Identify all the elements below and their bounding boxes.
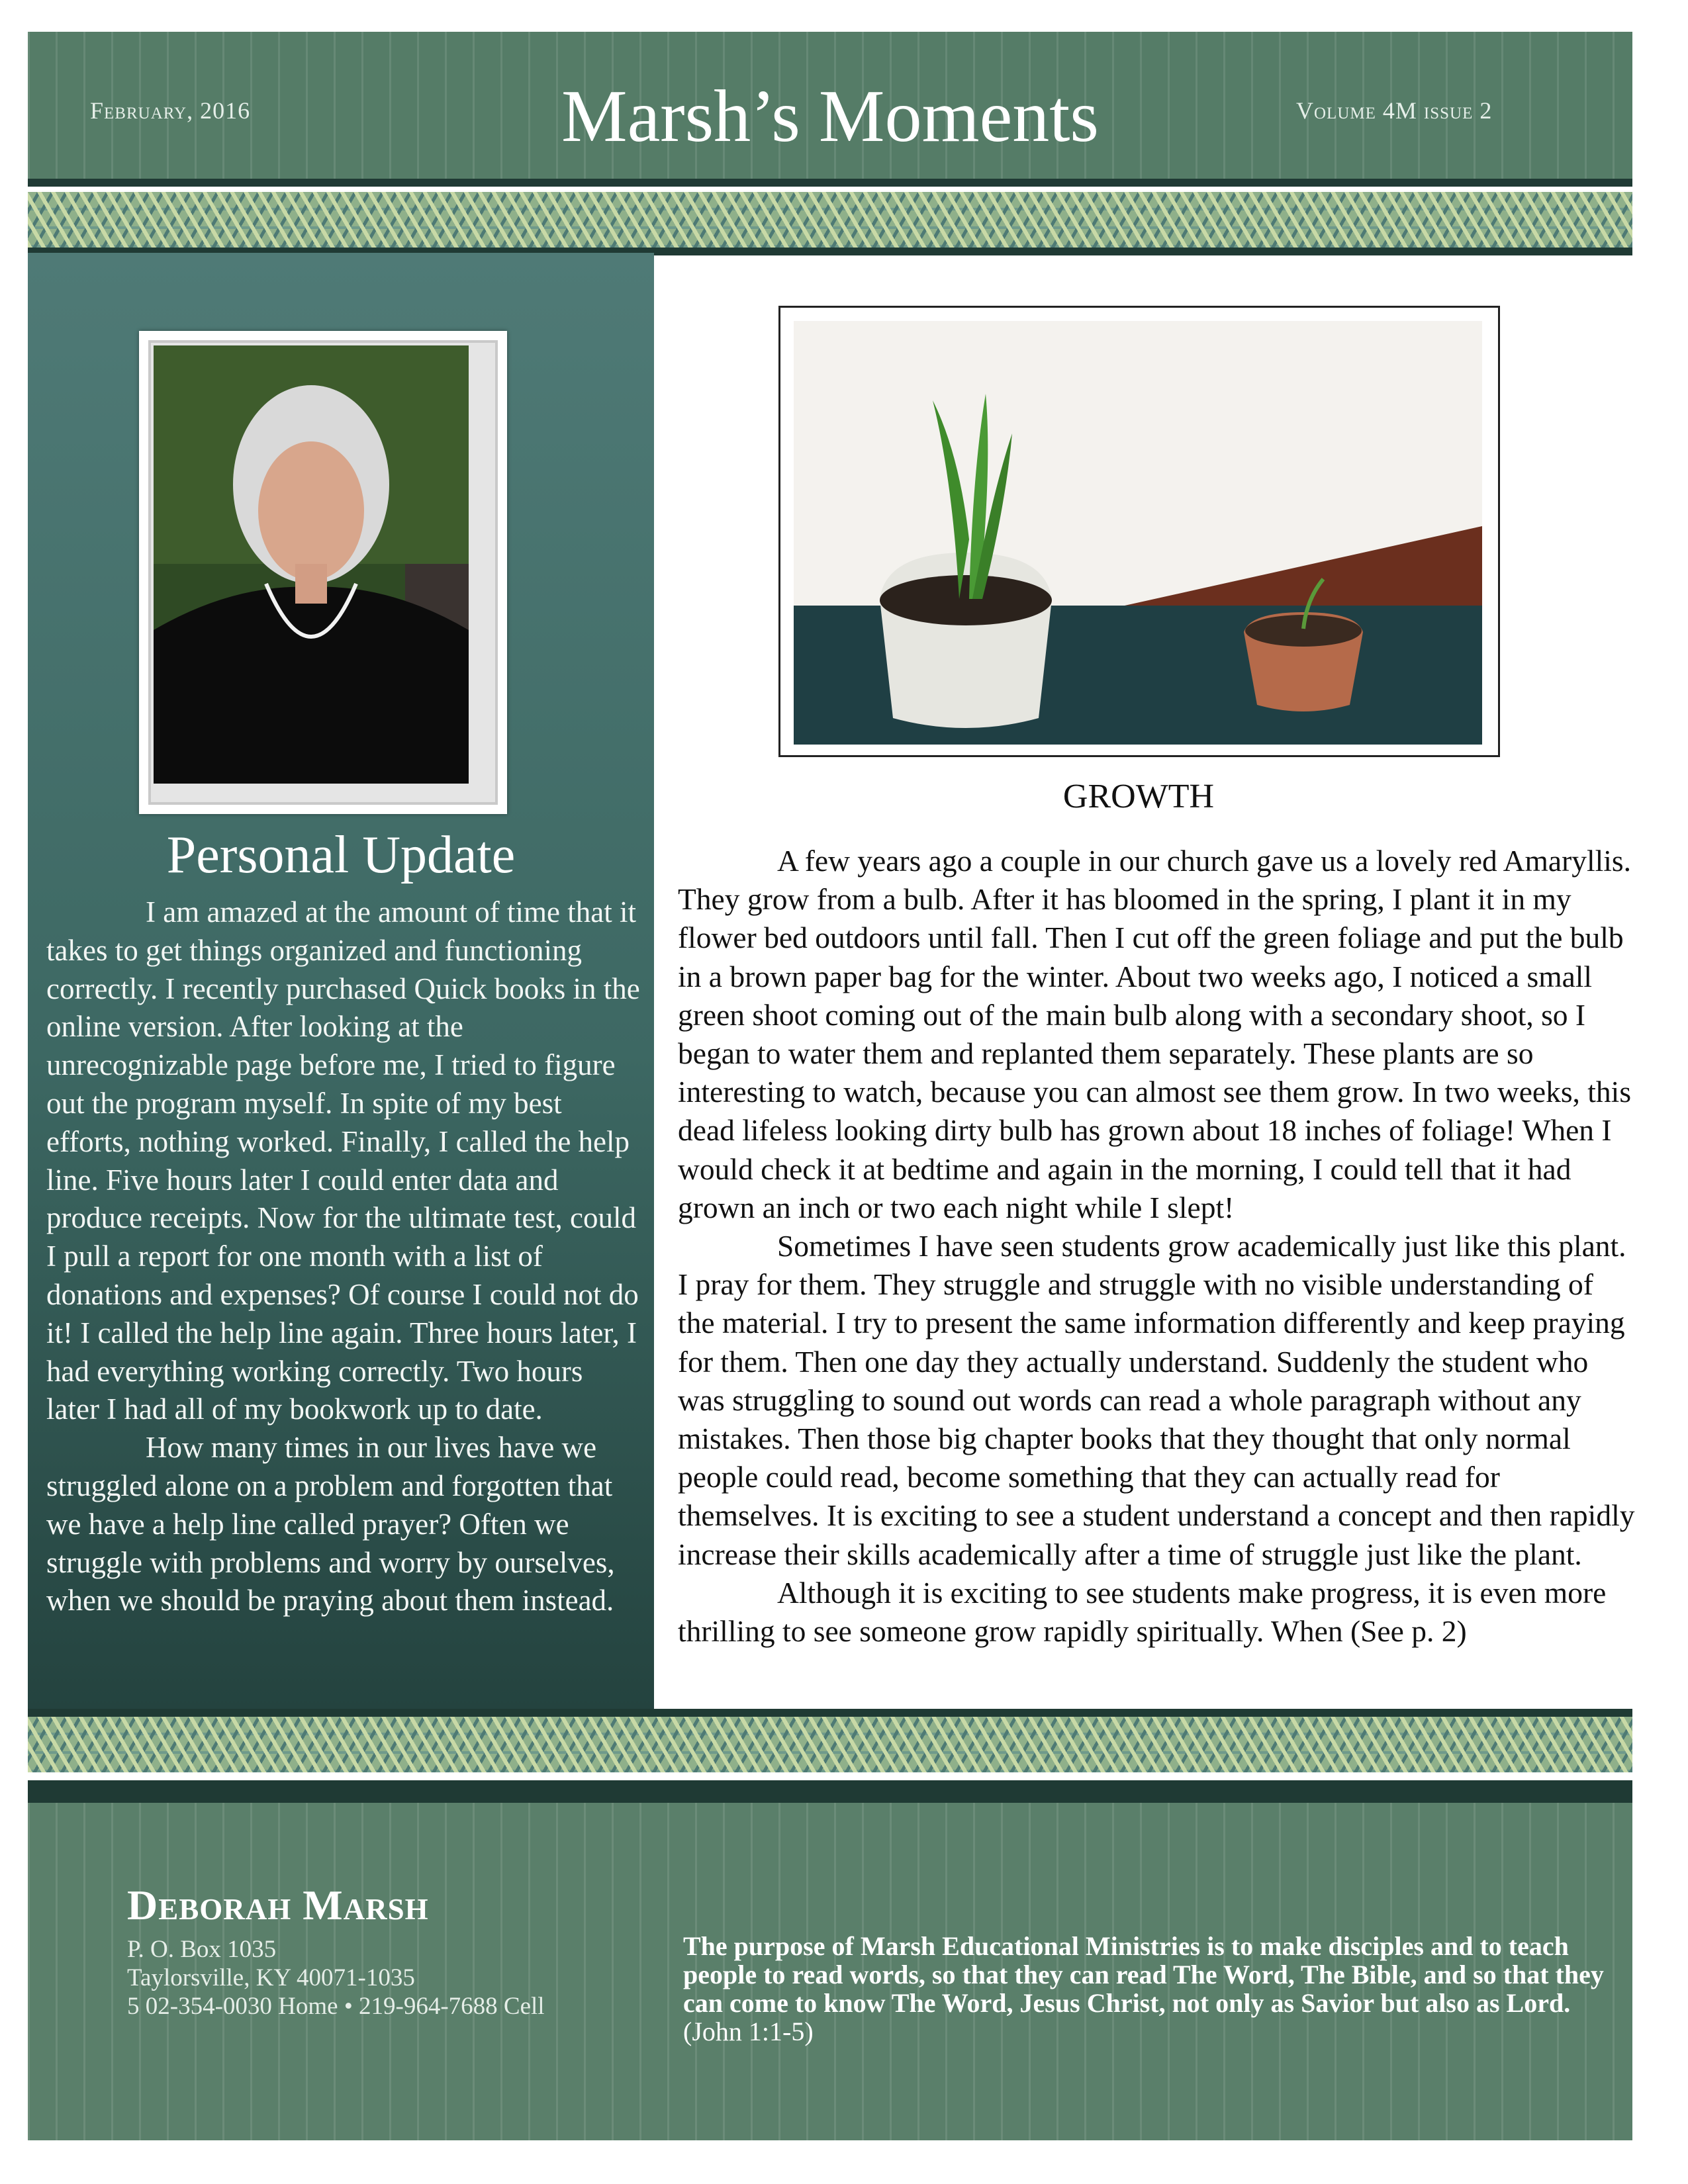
- decorative-band-bottom: [28, 1717, 1632, 1772]
- address-line: P. O. Box 1035: [127, 1936, 277, 1963]
- article-paragraph: Sometimes I have seen students grow academically just like this plant. I pray for them. They struggle and struggle with no visible understanding of the material. I try to present the same information differently and keep praying for them. Then one day they actually understand. Suddenly the student who was struggling to sound out words can read a whole paragraph without any mistakes. Then those big chapter books that they thought that only normal people could read, become something that they can actually read for themselves. It is exciting to see a student understand a concept and then rapidly increase their skills academically after a time of struggle just like the plant.: [678, 1229, 1635, 1571]
- personal-paragraph: I am amazed at the amount of time that it takes to get things organized and functioning correctly. I recently purchased Quick books in the online version. After looking at the unrecognizable page before me, I tried to figure out the program myself. In spite of my best efforts, nothing worked. Finally, I called the help line. Five hours later I could enter data and produce receipts. Now for the ultimate test, could I pull a report for one month with a list of donations and expenses? Of course I could not do it! I called the help line again. Three hours later, I had everything working correctly. Two hours later I had all of my bookwork up to date.: [46, 895, 640, 1426]
- scripture-reference: (John 1:1-5): [683, 2017, 814, 2046]
- personal-paragraph: How many times in our lives have we struggled alone on a problem and forgotten that we have a help line called prayer? Often we struggle with problems and worry by ourselves, when we should be praying about them instead.: [46, 1431, 615, 1617]
- author-name: Deborah Marsh: [127, 1882, 429, 1929]
- plant-image: [794, 321, 1482, 745]
- address-line: Taylorsville, KY 40071-1035: [127, 1964, 415, 1991]
- newsletter-title: Marsh’s Moments: [561, 75, 1099, 158]
- article-paragraph: A few years ago a couple in our church gave us a lovely red Amaryllis. They grow from a bulb. After it has bloomed in the spring, I plant it in my flower bed outdoors until fall. Then I cut off the green foliage and put the bulb in a brown paper bag for the winter. About two weeks ago, I noticed a small green shoot coming out of the main bulb along with a secondary shoot, so I began to water them and replanted them separately. These plants are so interesting to watch, because you can almost see them grow. In two weeks, this dead lifeless looking dirty bulb has grown about 18 inches of foliage! When I would check it at bedtime and again in the morning, I could tell that it had grown an inch or two each night while I slept!: [678, 844, 1632, 1224]
- mission-text: The purpose of Marsh Educational Ministries is to make disciples and to teach people to read words, so that they can read The Word, The Bible, and so that they can come to know The Word, Jesus Christ, not only as Savior but also as Lord.: [683, 1931, 1604, 2018]
- article-paragraph: Although it is exciting to see students make progress, it is even more thrilling to see someone grow rapidly spiritually. When (See p. 2): [678, 1575, 1607, 1649]
- decorative-band-top: [28, 192, 1632, 248]
- sidebar-personal-update: [28, 253, 654, 1709]
- issue-date: February, 2016: [90, 97, 251, 124]
- portrait-image: [154, 345, 469, 784]
- personal-update-heading: Personal Update: [166, 826, 516, 884]
- band-divider-bottom-top: [28, 1709, 1632, 1717]
- volume-issue: Volume 4M issue 2: [1296, 97, 1493, 124]
- amaryllis-photo: [778, 306, 1500, 757]
- band-divider-bottom: [28, 1780, 1632, 1803]
- phone-line: 5 02-354-0030 Home • 219-964-7688 Cell: [127, 1993, 545, 2020]
- author-portrait: [139, 331, 507, 814]
- article-title: GROWTH: [1062, 778, 1215, 815]
- masthead: [28, 32, 1632, 183]
- masthead-divider: [28, 179, 1632, 187]
- personal-update-body: [46, 893, 642, 1620]
- mailing-address: [127, 1935, 545, 2021]
- mission-statement: [683, 1932, 1623, 2046]
- footer-contact: [28, 1803, 1632, 2140]
- article-body: [678, 842, 1636, 1651]
